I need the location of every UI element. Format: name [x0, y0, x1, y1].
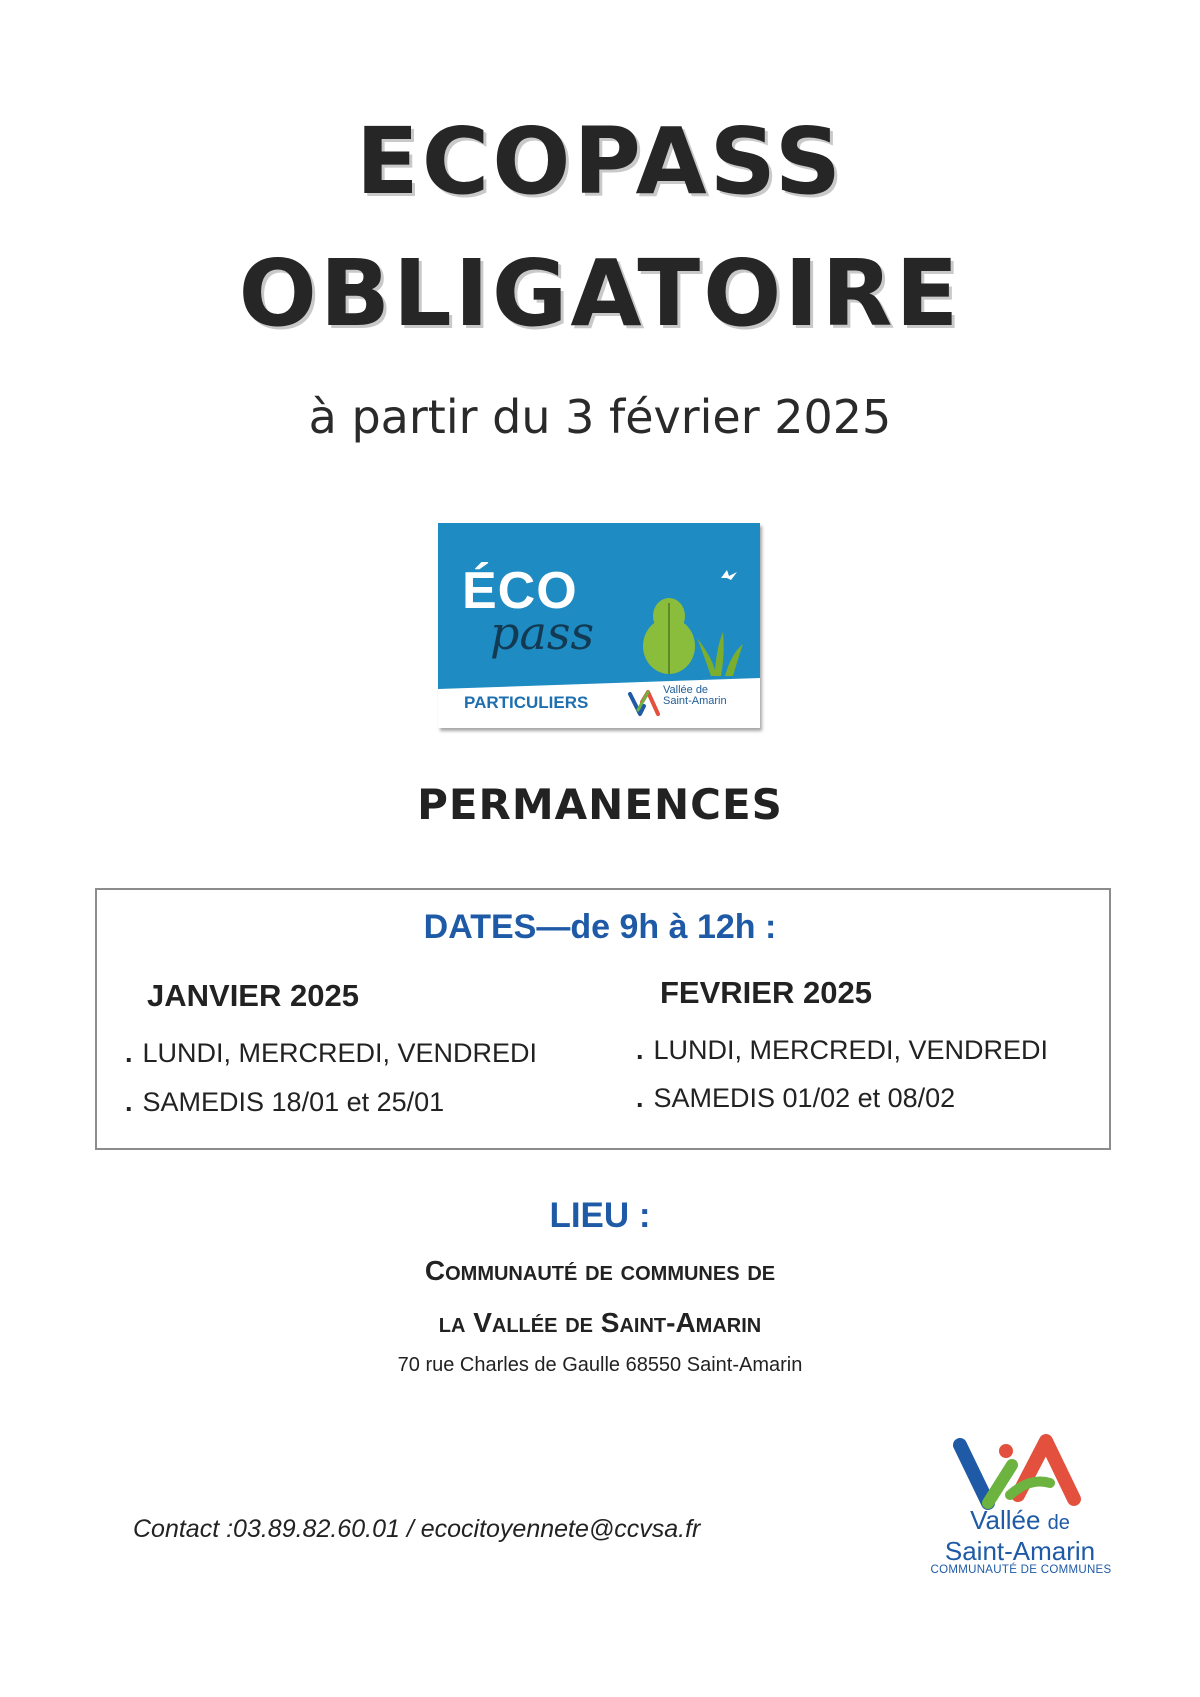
bullet-dot: .: [125, 1038, 133, 1068]
page-title-line2: OBLIGATOIRE: [238, 240, 962, 347]
contact-line: Contact :03.89.82.60.01 / ecocitoyennete@ccvsa.fr: [133, 1515, 701, 1543]
logo-name: [940, 1506, 1100, 1565]
logo-name-line1: [940, 1506, 1100, 1537]
location-name-line1: Communauté de communes de: [424, 1255, 776, 1286]
january-title: JANVIER 2025: [147, 978, 359, 1013]
ecopass-card-image: [438, 523, 760, 728]
logo-name-line2: Saint-Amarin: [944, 1536, 1096, 1566]
permanences-title: PERMANENCES: [417, 780, 783, 829]
tree-illustration-icon: [633, 558, 753, 678]
bullet-dot: .: [636, 1035, 644, 1065]
location-name-line2: la Vallée de Saint-Amarin: [438, 1307, 762, 1338]
card-org-line2: Saint-Amarin: [663, 695, 727, 707]
dates-heading: DATES—de 9h à 12h :: [423, 908, 777, 946]
card-eco-text: ÉCO: [462, 562, 578, 620]
february-line-saturdays: [636, 1083, 955, 1114]
bullet-dot: .: [125, 1087, 133, 1117]
february-weekdays-text: LUNDI, MERCREDI, VENDREDI: [653, 1035, 1049, 1065]
card-org-line1: Vallée de: [663, 684, 709, 696]
card-pass-text: pass: [490, 606, 595, 660]
start-date-subtitle: à partir du 3 février 2025: [308, 390, 892, 444]
january-line-weekdays: [125, 1038, 537, 1069]
vallee-logo-icon: [628, 688, 660, 718]
location-address: 70 rue Charles de Gaulle 68550 Saint-Amarin: [397, 1354, 803, 1376]
january-saturdays-text: SAMEDIS 18/01 et 25/01: [142, 1087, 445, 1117]
card-category-label: PARTICULIERS: [464, 693, 589, 712]
page-title-line1: ECOPASS: [355, 108, 845, 215]
january-line-saturdays: [125, 1087, 444, 1118]
card-org-name: [663, 685, 727, 707]
february-line-weekdays: [636, 1035, 1048, 1066]
logo-de-word: de: [1047, 1512, 1070, 1534]
bullet-dot: .: [636, 1083, 644, 1113]
logo-subtitle: COMMUNAUTÉ DE COMMUNES: [930, 1564, 1112, 1576]
logo-vallee-word: Vallée: [970, 1505, 1041, 1535]
february-saturdays-text: SAMEDIS 01/02 et 08/02: [653, 1083, 956, 1113]
january-weekdays-text: LUNDI, MERCREDI, VENDREDI: [142, 1038, 538, 1068]
location-heading: LIEU :: [549, 1196, 651, 1235]
february-title: FEVRIER 2025: [660, 975, 872, 1010]
